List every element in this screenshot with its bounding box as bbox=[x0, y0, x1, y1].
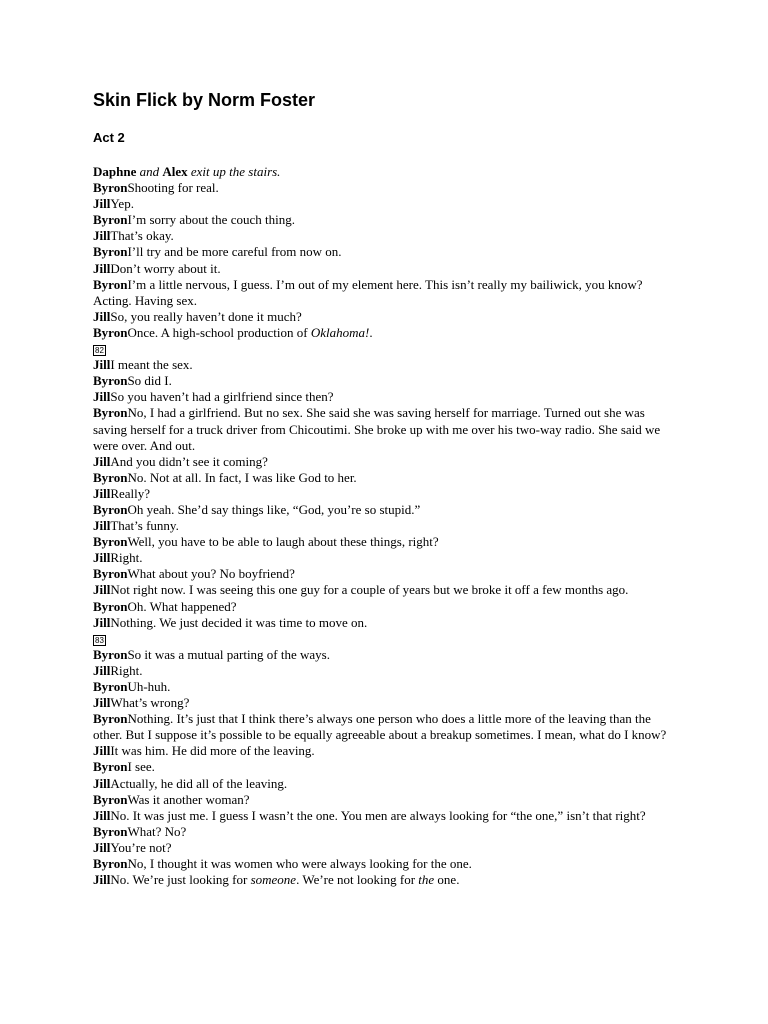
page-number-marker bbox=[93, 631, 668, 647]
dialogue-text: Actually, he did all of the leaving. bbox=[110, 775, 288, 791]
speaker-name: Byron bbox=[93, 212, 128, 228]
dialogue-text: I’m sorry about the couch thing. bbox=[127, 212, 295, 228]
dialogue-line bbox=[93, 711, 668, 743]
speaker-name: Byron bbox=[93, 244, 128, 260]
dialogue-text: So, you really haven’t done it much? bbox=[110, 308, 302, 324]
document-title: Skin Flick by Norm Foster bbox=[93, 90, 316, 110]
speaker-name: Byron bbox=[93, 759, 128, 775]
dialogue-text: . We’re not looking for bbox=[296, 872, 419, 888]
dialogue-text: Right. bbox=[110, 550, 143, 566]
dialogue-text: Once. A high-school production of bbox=[127, 324, 311, 340]
dialogue-text: So did I. bbox=[127, 373, 172, 389]
dialogue-line bbox=[93, 856, 668, 872]
dialogue-emphasis: someone bbox=[250, 872, 297, 888]
dialogue-line bbox=[93, 695, 668, 711]
dialogue-line bbox=[93, 277, 668, 309]
speaker-name: Jill bbox=[93, 357, 111, 373]
dialogue-text: Was it another woman? bbox=[127, 791, 250, 807]
dialogue-line bbox=[93, 309, 668, 325]
speaker-name: Byron bbox=[93, 180, 128, 196]
dialogue-line bbox=[93, 840, 668, 856]
speaker-name: Byron bbox=[93, 405, 128, 421]
script-body bbox=[93, 164, 668, 888]
speaker-name: Byron bbox=[93, 711, 128, 727]
speaker-name: Jill bbox=[93, 807, 111, 823]
dialogue-text: And you didn’t see it coming? bbox=[110, 453, 268, 469]
speaker-name: Jill bbox=[93, 485, 111, 501]
dialogue-text: one. bbox=[434, 872, 460, 888]
speaker-name: Jill bbox=[93, 743, 111, 759]
dialogue-line bbox=[93, 647, 668, 663]
speaker-name: Jill bbox=[93, 550, 111, 566]
speaker-name: Byron bbox=[93, 566, 128, 582]
stage-direction: Daphne and Alex exit up the stairs. bbox=[93, 164, 281, 179]
dialogue-text: I’m a little nervous, I guess. I’m out of my element here. This isn’t really my bailiwick, you know? Acting. Having sex. bbox=[93, 276, 643, 308]
dialogue-line bbox=[93, 470, 668, 486]
dialogue-text: So it was a mutual parting of the ways. bbox=[127, 646, 330, 662]
speaker-name: Byron bbox=[93, 823, 128, 839]
speaker-name: Jill bbox=[93, 260, 111, 276]
speaker-name: Jill bbox=[93, 662, 111, 678]
speaker-name: Byron bbox=[93, 501, 128, 517]
dialogue-line bbox=[93, 518, 668, 534]
page-number-marker bbox=[93, 341, 668, 357]
dialogue-line bbox=[93, 212, 668, 228]
dialogue-line bbox=[93, 357, 668, 373]
dialogue-line bbox=[93, 389, 668, 405]
dialogue-text: It was him. He did more of the leaving. bbox=[110, 743, 315, 759]
dialogue-line bbox=[93, 244, 668, 260]
dialogue-text: Oh. What happened? bbox=[127, 598, 237, 614]
dialogue-text: Not right now. I was seeing this one guy for a couple of years but we broke it off a few months ago. bbox=[110, 582, 629, 598]
dialogue-text: Uh-huh. bbox=[127, 679, 171, 694]
dialogue-text: . bbox=[369, 324, 373, 340]
speaker-name: Jill bbox=[93, 582, 111, 598]
speaker-name: Jill bbox=[93, 196, 111, 212]
act-heading: Act 2 bbox=[93, 130, 125, 145]
speaker-name: Byron bbox=[93, 679, 128, 694]
dialogue-emphasis: the bbox=[418, 872, 435, 888]
speaker-name: Jill bbox=[93, 872, 111, 888]
dialogue-text: What about you? No boyfriend? bbox=[127, 566, 295, 582]
dialogue-text: Right. bbox=[110, 662, 143, 678]
dialogue-line bbox=[93, 808, 668, 824]
dialogue-line bbox=[93, 486, 668, 502]
dialogue-text: No, I had a girlfriend. But no sex. She said she was saving herself for marriage. Turned out she was saving herself for a truck driver from Chicoutimi. She broke up with me over his two-way radio. She said we were over. And out. bbox=[93, 405, 661, 453]
dialogue-line bbox=[93, 405, 668, 453]
dialogue-text: No. Not at all. In fact, I was like God to her. bbox=[127, 469, 357, 485]
speaker-name: Jill bbox=[93, 518, 111, 534]
speaker-name: Jill bbox=[93, 389, 111, 405]
dialogue-line bbox=[93, 373, 668, 389]
dialogue-text: Nothing. It’s just that I think there’s always one person who does a little more of the leaving than the other. But I suppose it’s possible to be equally agreeable about a breakup sometimes. I mean, what do I know? bbox=[93, 711, 667, 743]
speaker-name: Byron bbox=[93, 469, 128, 485]
dialogue-line bbox=[93, 180, 668, 196]
dialogue-text: Nothing. We just decided it was time to move on. bbox=[110, 614, 368, 630]
speaker-name: Byron bbox=[93, 856, 128, 872]
dialogue-line bbox=[93, 325, 668, 341]
dialogue-line bbox=[93, 454, 668, 470]
dialogue-line bbox=[93, 759, 668, 775]
dialogue-line bbox=[93, 792, 668, 808]
dialogue-text: No, I thought it was women who were always looking for the one. bbox=[127, 856, 472, 872]
page-number: 83 bbox=[95, 635, 104, 645]
dialogue-line bbox=[93, 502, 668, 518]
dialogue-text: What’s wrong? bbox=[110, 695, 190, 711]
speaker-name: Jill bbox=[93, 308, 111, 324]
dialogue-text: I’ll try and be more careful from now on. bbox=[127, 244, 342, 260]
speaker-name: Byron bbox=[93, 646, 128, 662]
dialogue-line bbox=[93, 599, 668, 615]
dialogue-line bbox=[93, 679, 668, 695]
stage-character-alex: Alex bbox=[162, 164, 188, 179]
speaker-name: Byron bbox=[93, 791, 128, 807]
speaker-name: Byron bbox=[93, 534, 128, 550]
dialogue-line bbox=[93, 776, 668, 792]
dialogue-line bbox=[93, 663, 668, 679]
speaker-name: Jill bbox=[93, 775, 111, 791]
dialogue-line bbox=[93, 550, 668, 566]
speaker-name: Byron bbox=[93, 598, 128, 614]
dialogue-line bbox=[93, 743, 668, 759]
speaker-name: Jill bbox=[93, 695, 111, 711]
page-number: 82 bbox=[95, 346, 104, 356]
speaker-name: Jill bbox=[93, 839, 111, 855]
dialogue-text: So you haven’t had a girlfriend since then? bbox=[110, 389, 334, 405]
speaker-name: Jill bbox=[93, 614, 111, 630]
dialogue-text: That’s funny. bbox=[110, 518, 179, 534]
dialogue-line bbox=[93, 534, 668, 550]
dialogue-text: Really? bbox=[110, 485, 151, 501]
dialogue-text: Oh yeah. She’d say things like, “God, you’re so stupid.” bbox=[127, 501, 421, 517]
dialogue-line bbox=[93, 872, 668, 888]
dialogue-text: Well, you have to be able to laugh about these things, right? bbox=[127, 534, 439, 550]
dialogue-text: You’re not? bbox=[110, 839, 172, 855]
dialogue-text: Yep. bbox=[110, 196, 134, 212]
dialogue-line bbox=[93, 582, 668, 598]
dialogue-text: No. We’re just looking for bbox=[110, 872, 251, 888]
dialogue-line bbox=[93, 615, 668, 631]
dialogue-emphasis: Oklahoma! bbox=[310, 324, 370, 340]
dialogue-line bbox=[93, 196, 668, 212]
dialogue-line bbox=[93, 824, 668, 840]
dialogue-text: What? No? bbox=[127, 823, 187, 839]
speaker-name: Jill bbox=[93, 228, 111, 244]
speaker-name: Byron bbox=[93, 324, 128, 340]
stage-character-daphne: Daphne bbox=[93, 164, 137, 179]
dialogue-text: Don’t worry about it. bbox=[110, 260, 221, 276]
dialogue-text: Shooting for real. bbox=[127, 180, 219, 196]
dialogue-text: No. It was just me. I guess I wasn’t the one. You men are always looking for “the one,” isn’t that right? bbox=[110, 807, 646, 823]
dialogue-line bbox=[93, 228, 668, 244]
speaker-name: Jill bbox=[93, 453, 111, 469]
speaker-name: Byron bbox=[93, 373, 128, 389]
dialogue-line bbox=[93, 566, 668, 582]
speaker-name: Byron bbox=[93, 276, 128, 292]
dialogue-line bbox=[93, 261, 668, 277]
dialogue-text: I see. bbox=[127, 759, 155, 775]
dialogue-text: I meant the sex. bbox=[110, 357, 193, 373]
dialogue-text: That’s okay. bbox=[110, 228, 174, 244]
